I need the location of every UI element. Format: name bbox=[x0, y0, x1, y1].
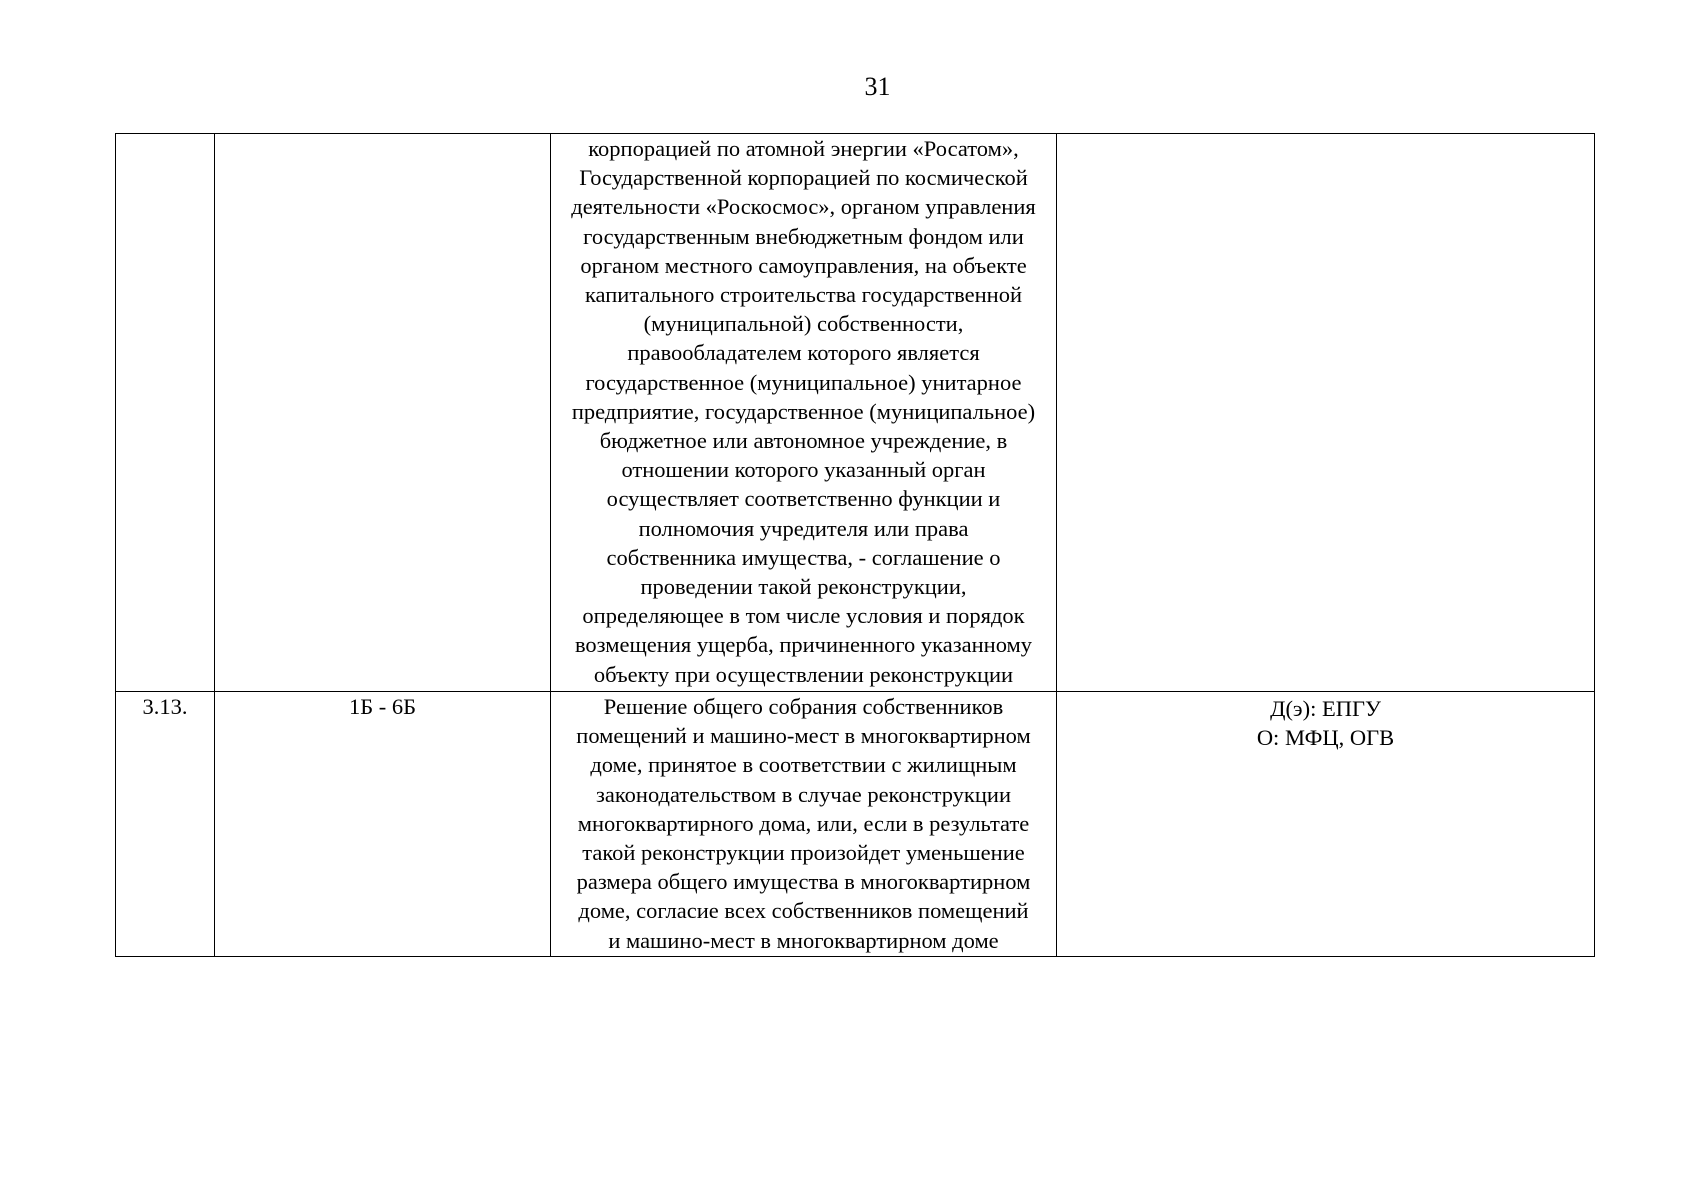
reference-line: О: МФЦ, ОГВ bbox=[1256, 725, 1395, 751]
description-line: размера общего имущества в многоквартирном bbox=[576, 869, 1031, 895]
description-line: полномочия учредителя или права bbox=[638, 515, 969, 541]
description-line: Решение общего собрания собственников bbox=[603, 694, 1004, 719]
description-line: проведении такой реконструкции, bbox=[640, 574, 967, 600]
description-line: такой реконструкции произойдет уменьшение bbox=[582, 840, 1025, 866]
description-line: предприятие, государственное (муниципальное) bbox=[571, 398, 1036, 424]
description-line: государственным внебюджетным фондом или bbox=[583, 223, 1024, 249]
reference-line: Д(э): ЕПГУ bbox=[1270, 696, 1381, 721]
row-code-cell: 1Б - 6Б bbox=[215, 692, 551, 957]
row-number-cell bbox=[116, 134, 215, 692]
description-line: возмещения ущерба, причиненного указанному bbox=[574, 632, 1033, 658]
description-line: многоквартирного дома, или, если в результате bbox=[577, 810, 1030, 836]
description-line: отношении которого указанный орган bbox=[621, 457, 986, 483]
row-number-cell: 3.13. bbox=[116, 692, 215, 957]
description-line: доме, согласие всех собственников помещений bbox=[578, 898, 1029, 924]
page-number: 31 bbox=[864, 72, 891, 101]
description-line: деятельности «Роскосмос», органом управления bbox=[571, 194, 1036, 220]
description-line: законодательством в случае реконструкции bbox=[596, 781, 1011, 807]
description-line: объекту при осуществлении реконструкции bbox=[593, 661, 1014, 687]
description-line: капитального строительства государственной bbox=[584, 282, 1023, 308]
description-line: государственное (муниципальное) унитарное bbox=[585, 369, 1022, 395]
description-line: и машино-мест в многоквартирном доме bbox=[608, 927, 999, 953]
row-reference-cell bbox=[1057, 692, 1595, 957]
description-line: осуществляет соответственно функции и bbox=[606, 486, 1001, 512]
description-line: органом местного самоуправления, на объекте bbox=[580, 252, 1027, 278]
description-line: корпорацией по атомной энергии «Росатом», bbox=[588, 136, 1019, 161]
table-row bbox=[116, 692, 1595, 957]
row-description-cell bbox=[551, 134, 1057, 692]
description-line: помещений и машино-мест в многоквартирном bbox=[576, 723, 1031, 749]
description-line: Государственной корпорацией по космической bbox=[579, 165, 1028, 191]
description-line: бюджетное или автономное учреждение, в bbox=[599, 428, 1008, 454]
table-row bbox=[116, 134, 1595, 692]
row-code-cell bbox=[215, 134, 551, 692]
row-description-cell bbox=[551, 692, 1057, 957]
description-line: собственника имущества, - соглашение о bbox=[606, 544, 1001, 570]
requirements-table bbox=[115, 133, 1595, 957]
description-line: (муниципальной) собственности, bbox=[643, 311, 964, 337]
description-line: определяющее в том числе условия и порядок bbox=[582, 603, 1025, 629]
description-line: доме, принятое в соответствии с жилищным bbox=[590, 752, 1017, 778]
description-line: правообладателем которого является bbox=[627, 340, 980, 366]
row-reference-cell bbox=[1057, 134, 1595, 692]
